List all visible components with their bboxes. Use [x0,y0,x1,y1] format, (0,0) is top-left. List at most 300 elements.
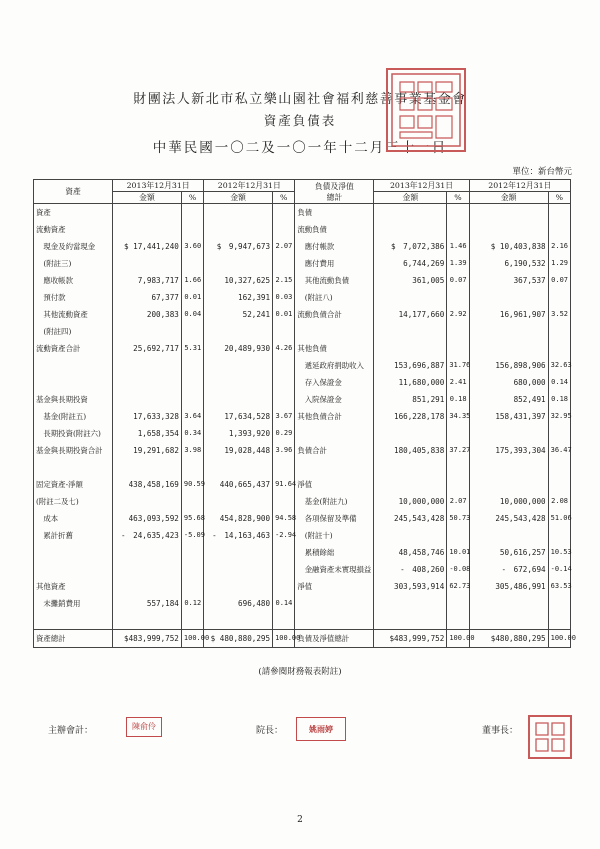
asset-2013-amount: $483,999,752 [113,630,182,648]
liability-2013-amount [374,221,447,238]
liability-2013-amount: 166,228,178 [374,408,447,425]
asset-2013-amount [113,493,182,510]
asset-2013-pct: 5.31 [181,340,203,357]
asset-2012-pct: -2.94 [273,527,295,544]
table-row [34,306,571,323]
liability-2012-amount [469,204,548,222]
asset-2012-amount: - 14,163,463 [204,527,273,544]
liability-2012-pct: 1.29 [548,255,570,272]
liability-2012-amount: 680,000 [469,374,548,391]
table-row [34,374,571,391]
liability-2012-amount: 50,616,257 [469,544,548,561]
asset-label: (附註三) [34,255,113,272]
asset-2013-amount [113,612,182,630]
asset-2013-pct [181,459,203,476]
liability-2013-amount [374,289,447,306]
asset-2013-pct [181,391,203,408]
asset-label: 基金(附註五) [34,408,113,425]
asset-label: 其他資產 [34,578,113,595]
liability-2013-amount: 153,696,887 [374,357,447,374]
asset-2012-pct [273,612,295,630]
liability-2012-amount [469,289,548,306]
liability-2012-amount [469,476,548,493]
liability-2013-amount: 303,593,914 [374,578,447,595]
asset-2013-pct [181,493,203,510]
asset-label: 固定資產-淨額 [34,476,113,493]
liability-2012-pct: 2.16 [548,238,570,255]
liability-2012-amount [469,612,548,630]
liability-2012-pct: 0.18 [548,391,570,408]
table-row [34,442,571,459]
table-row [34,612,571,630]
header-amount: 金額 [374,192,447,204]
asset-2012-pct [273,357,295,374]
liability-2012-amount [469,340,548,357]
liability-2012-pct [548,476,570,493]
asset-2013-pct: 100.00 [181,630,203,648]
asset-2012-amount [204,323,273,340]
header-pct: % [447,192,469,204]
asset-label: 未攤銷費用 [34,595,113,612]
liability-2013-pct [447,612,469,630]
accountant-stamp: 陳俞伶 [126,717,162,737]
liability-label: 金融資產未實現損益 [295,561,374,578]
asset-label: 長期投資(附註六) [34,425,113,442]
balance-sheet-body [34,204,576,648]
asset-2013-amount: 200,383 [113,306,182,323]
liability-2012-pct: 0.14 [548,374,570,391]
table-row [34,459,571,476]
liability-2013-pct [447,476,469,493]
table-row [34,595,571,612]
liability-label: 流動負債 [295,221,374,238]
liability-2013-amount [374,612,447,630]
asset-2012-amount: 19,028,448 [204,442,273,459]
asset-2012-pct [273,221,295,238]
asset-2013-amount: $ 17,441,240 [113,238,182,255]
liability-2013-amount [374,527,447,544]
table-row [34,561,571,578]
asset-2012-pct [273,561,295,578]
table-row [34,289,571,306]
asset-2013-amount: 17,633,328 [113,408,182,425]
liability-2012-pct: 32.63 [548,357,570,374]
asset-2012-amount [204,544,273,561]
liability-2012-pct: 51.06 [548,510,570,527]
asset-label: (附註二及七) [34,493,113,510]
table-row [34,391,571,408]
liability-2013-amount: $ 7,072,386 [374,238,447,255]
liability-2013-amount: 851,291 [374,391,447,408]
asset-2013-pct [181,357,203,374]
chair-seal-icon [528,715,572,759]
asset-2012-amount: 52,241 [204,306,273,323]
asset-label [34,357,113,374]
asset-2013-pct: 3.64 [181,408,203,425]
liability-2013-pct: 50.73 [447,510,469,527]
asset-label [34,374,113,391]
header-amount: 金額 [204,192,273,204]
asset-label: 基金與長期投資合計 [34,442,113,459]
liability-2012-amount: 10,000,000 [469,493,548,510]
table-row [34,510,571,527]
header-assets: 資產 [34,180,113,204]
asset-2012-pct: 2.15 [273,272,295,289]
asset-2012-amount [204,578,273,595]
asset-2012-amount: 440,665,437 [204,476,273,493]
asset-2013-pct [181,323,203,340]
asset-2012-amount: 162,391 [204,289,273,306]
liability-2013-pct [447,527,469,544]
asset-2013-pct [181,578,203,595]
director-stamp: 姚雨婷 [296,717,346,741]
asset-label: 流動資產合計 [34,340,113,357]
liability-2012-pct: 32.95 [548,408,570,425]
asset-2012-amount [204,221,273,238]
asset-2013-pct [181,255,203,272]
asset-2013-amount: 438,458,169 [113,476,182,493]
director-label: 院長： [256,726,284,736]
asset-2012-pct: 0.14 [273,595,295,612]
asset-2013-pct [181,544,203,561]
liability-2013-pct: 0.07 [447,272,469,289]
asset-label: 資產 [34,204,113,222]
asset-2012-pct: 91.64 [273,476,295,493]
table-row [34,221,571,238]
liability-2013-pct: 31.76 [447,357,469,374]
liability-2013-pct: 100.00 [447,630,469,648]
asset-2012-pct: 94.58 [273,510,295,527]
foundation-seal-icon [386,68,466,152]
liability-2012-amount [469,323,548,340]
liability-2013-amount: 48,458,746 [374,544,447,561]
asset-2013-amount: 463,093,592 [113,510,182,527]
liability-2013-amount: 14,177,660 [374,306,447,323]
asset-2012-pct: 0.29 [273,425,295,442]
liability-2012-amount: 6,190,532 [469,255,548,272]
asset-2013-amount [113,204,182,222]
asset-2012-pct [273,544,295,561]
liability-2012-pct [548,204,570,222]
asset-2012-amount: $ 9,947,673 [204,238,273,255]
liability-label: 其他流動負債 [295,272,374,289]
asset-2012-amount: 10,327,625 [204,272,273,289]
header-2013-assets: 2013年12月31日 [113,180,204,192]
asset-2012-amount [204,493,273,510]
liability-2012-amount: 852,491 [469,391,548,408]
liability-label: 累積餘絀 [295,544,374,561]
asset-label: 預付款 [34,289,113,306]
asset-2013-amount [113,544,182,561]
liability-label: 入院保證金 [295,391,374,408]
liability-2012-amount [469,425,548,442]
accountant-label: 主辦會計： [48,726,94,736]
liability-label [295,425,374,442]
balance-sheet-table [33,179,576,648]
asset-label: 基金與長期投資 [34,391,113,408]
liability-2012-amount [469,527,548,544]
liability-2012-amount [469,459,548,476]
asset-2013-amount [113,578,182,595]
asset-2013-amount: 1,658,354 [113,425,182,442]
asset-2012-amount [204,357,273,374]
liability-2012-amount: $480,880,295 [469,630,548,648]
liability-2013-pct [447,323,469,340]
liability-2013-pct: 10.01 [447,544,469,561]
liability-2012-pct [548,323,570,340]
liability-2013-amount: $483,999,752 [374,630,447,648]
table-row [34,527,571,544]
asset-2012-amount: 17,634,528 [204,408,273,425]
table-row [34,476,571,493]
liability-label: 其他負債 [295,340,374,357]
asset-2012-pct: 3.67 [273,408,295,425]
liability-2013-amount: 245,543,428 [374,510,447,527]
asset-2012-pct [273,578,295,595]
notes-reference: (請參閱財務報表附註) [258,667,342,677]
header-liabilities: 負債及淨值 總計 [295,180,374,204]
asset-label [34,459,113,476]
liability-2013-pct [447,425,469,442]
chair-label: 董事長： [482,726,519,736]
liability-2013-pct: 2.41 [447,374,469,391]
asset-2013-amount: 7,983,717 [113,272,182,289]
asset-2013-amount [113,374,182,391]
asset-2012-pct: 0.01 [273,306,295,323]
asset-label: 流動資產 [34,221,113,238]
asset-2013-pct [181,612,203,630]
liability-2013-pct: 2.92 [447,306,469,323]
liability-2013-pct [447,221,469,238]
liability-2012-pct: 10.53 [548,544,570,561]
liability-2013-amount: 180,405,838 [374,442,447,459]
liability-2013-pct: 1.46 [447,238,469,255]
asset-2013-pct: 0.34 [181,425,203,442]
header-amount: 金額 [469,192,548,204]
report-date: 中華民國一〇二及一〇一年十二月三十一日 [152,140,448,156]
liability-2012-pct: 0.07 [548,272,570,289]
liability-label: 淨值 [295,476,374,493]
asset-2013-pct: 0.01 [181,289,203,306]
asset-2012-amount: 1,393,920 [204,425,273,442]
asset-2013-pct: -5.09 [181,527,203,544]
liability-2012-amount: 175,393,304 [469,442,548,459]
liability-2013-amount [374,340,447,357]
liability-2013-pct [447,595,469,612]
asset-2012-pct: 0.03 [273,289,295,306]
table-row [34,238,571,255]
asset-2012-amount: $ 480,880,295 [204,630,273,648]
liability-2012-amount [469,221,548,238]
table-row [34,272,571,289]
asset-2012-amount [204,561,273,578]
liability-2012-pct [548,612,570,630]
asset-2012-amount [204,612,273,630]
header-amount: 金額 [113,192,182,204]
asset-2013-amount: 557,184 [113,595,182,612]
liability-2012-amount: - 672,694 [469,561,548,578]
liability-2013-pct [447,459,469,476]
asset-2013-pct: 3.98 [181,442,203,459]
liability-label: 遞延政府捐助收入 [295,357,374,374]
table-row [34,340,571,357]
liability-2012-amount: 16,961,907 [469,306,548,323]
asset-2012-pct [273,255,295,272]
header-2013-liab: 2013年12月31日 [374,180,469,192]
asset-2013-pct: 90.59 [181,476,203,493]
asset-2012-pct [273,374,295,391]
liability-2013-amount [374,425,447,442]
asset-2012-pct: 3.96 [273,442,295,459]
liability-2013-pct: 34.35 [447,408,469,425]
table-row [34,425,571,442]
table-row [34,408,571,425]
report-subtitle: 資產負債表 [263,113,337,128]
liability-2012-amount [469,595,548,612]
asset-label [34,561,113,578]
liability-label [295,612,374,630]
table-row [34,544,571,561]
asset-2013-amount: 67,377 [113,289,182,306]
asset-label: 應收帳款 [34,272,113,289]
liability-2013-pct: 62.73 [447,578,469,595]
report-title: 財團法人新北市私立樂山園社會福利慈善事業基金會 [133,92,467,107]
liability-2013-pct: 2.07 [447,493,469,510]
asset-2013-amount: 19,291,682 [113,442,182,459]
asset-2012-pct: 100.00 [273,630,295,648]
liability-label: 負債合計 [295,442,374,459]
asset-2013-amount [113,221,182,238]
asset-2013-amount [113,459,182,476]
asset-2013-pct: 95.68 [181,510,203,527]
asset-2013-amount: - 24,635,423 [113,527,182,544]
liability-2013-amount: 6,744,269 [374,255,447,272]
liability-label [295,459,374,476]
liability-2013-amount [374,476,447,493]
liability-2012-pct: 100.00 [548,630,570,648]
liability-2013-amount [374,204,447,222]
asset-2013-amount [113,323,182,340]
asset-label: 累計折舊 [34,527,113,544]
liability-label: 各項保留及準備 [295,510,374,527]
liability-2013-pct: 37.27 [447,442,469,459]
liability-label: 流動負債合計 [295,306,374,323]
liability-label: 應付帳款 [295,238,374,255]
table-row [34,630,571,648]
liability-2013-pct [447,289,469,306]
asset-label: 成本 [34,510,113,527]
liability-2012-pct: 36.47 [548,442,570,459]
header-pct: % [273,192,295,204]
asset-2012-amount: 20,489,930 [204,340,273,357]
asset-2013-pct [181,204,203,222]
asset-2012-pct: 2.07 [273,238,295,255]
liability-label: 負債 [295,204,374,222]
liability-2012-pct: 63.53 [548,578,570,595]
liability-2012-pct [548,425,570,442]
page-number: 2 [297,815,303,825]
liability-2012-pct [548,459,570,476]
asset-2013-pct [181,221,203,238]
asset-2012-pct [273,391,295,408]
liability-label: 負債及淨值總計 [295,630,374,648]
liability-label: 淨值 [295,578,374,595]
liability-label: 其他負債合計 [295,408,374,425]
liability-label: 存入保證金 [295,374,374,391]
liability-2013-pct: 0.18 [447,391,469,408]
asset-label: (附註四) [34,323,113,340]
liability-2013-amount [374,595,447,612]
liability-2013-amount: 11,680,000 [374,374,447,391]
asset-2013-amount [113,357,182,374]
liability-2012-pct: 2.08 [548,493,570,510]
liability-label [295,595,374,612]
asset-label: 其他流動資產 [34,306,113,323]
liability-2013-pct: -0.08 [447,561,469,578]
asset-label [34,612,113,630]
liability-2012-amount: $ 10,403,838 [469,238,548,255]
table-row [34,255,571,272]
liability-2012-pct: 3.52 [548,306,570,323]
liability-label: (附註八) [295,289,374,306]
asset-label [34,544,113,561]
asset-2012-amount: 696,480 [204,595,273,612]
liability-2013-pct: 1.39 [447,255,469,272]
liability-2013-pct [447,204,469,222]
liability-2012-pct [548,340,570,357]
asset-label: 資產總計 [34,630,113,648]
liability-2012-pct [548,527,570,544]
liability-2012-amount: 156,898,906 [469,357,548,374]
asset-2013-pct: 0.12 [181,595,203,612]
liability-2012-amount: 158,431,397 [469,408,548,425]
liability-2012-amount: 367,537 [469,272,548,289]
asset-2013-amount: 25,692,717 [113,340,182,357]
currency-unit: 單位：新台幣元 [512,167,572,177]
header-pct: % [181,192,203,204]
asset-label: 現金及約當現金 [34,238,113,255]
liability-2013-amount [374,459,447,476]
asset-2012-pct [273,323,295,340]
liability-2012-pct [548,221,570,238]
liability-2012-amount: 305,486,991 [469,578,548,595]
liability-2013-amount: - 408,260 [374,561,447,578]
asset-2012-amount: 454,828,900 [204,510,273,527]
header-2012-liab: 2012年12月31日 [469,180,570,192]
table-row [34,493,571,510]
table-row [34,204,571,222]
asset-2013-pct: 0.04 [181,306,203,323]
asset-2012-amount [204,391,273,408]
table-row [34,323,571,340]
liability-2012-amount: 245,543,428 [469,510,548,527]
asset-2013-amount [113,391,182,408]
header-2012-assets: 2012年12月31日 [204,180,295,192]
asset-2012-amount [204,459,273,476]
liability-2012-pct [548,289,570,306]
liability-label: 應付費用 [295,255,374,272]
asset-2013-pct: 3.60 [181,238,203,255]
asset-2012-pct [273,459,295,476]
liability-label [295,323,374,340]
liability-2013-pct [447,340,469,357]
header-pct: % [548,192,570,204]
asset-2012-pct [273,493,295,510]
asset-2012-pct: 4.26 [273,340,295,357]
table-row [34,357,571,374]
asset-2012-amount [204,374,273,391]
asset-2012-amount [204,204,273,222]
